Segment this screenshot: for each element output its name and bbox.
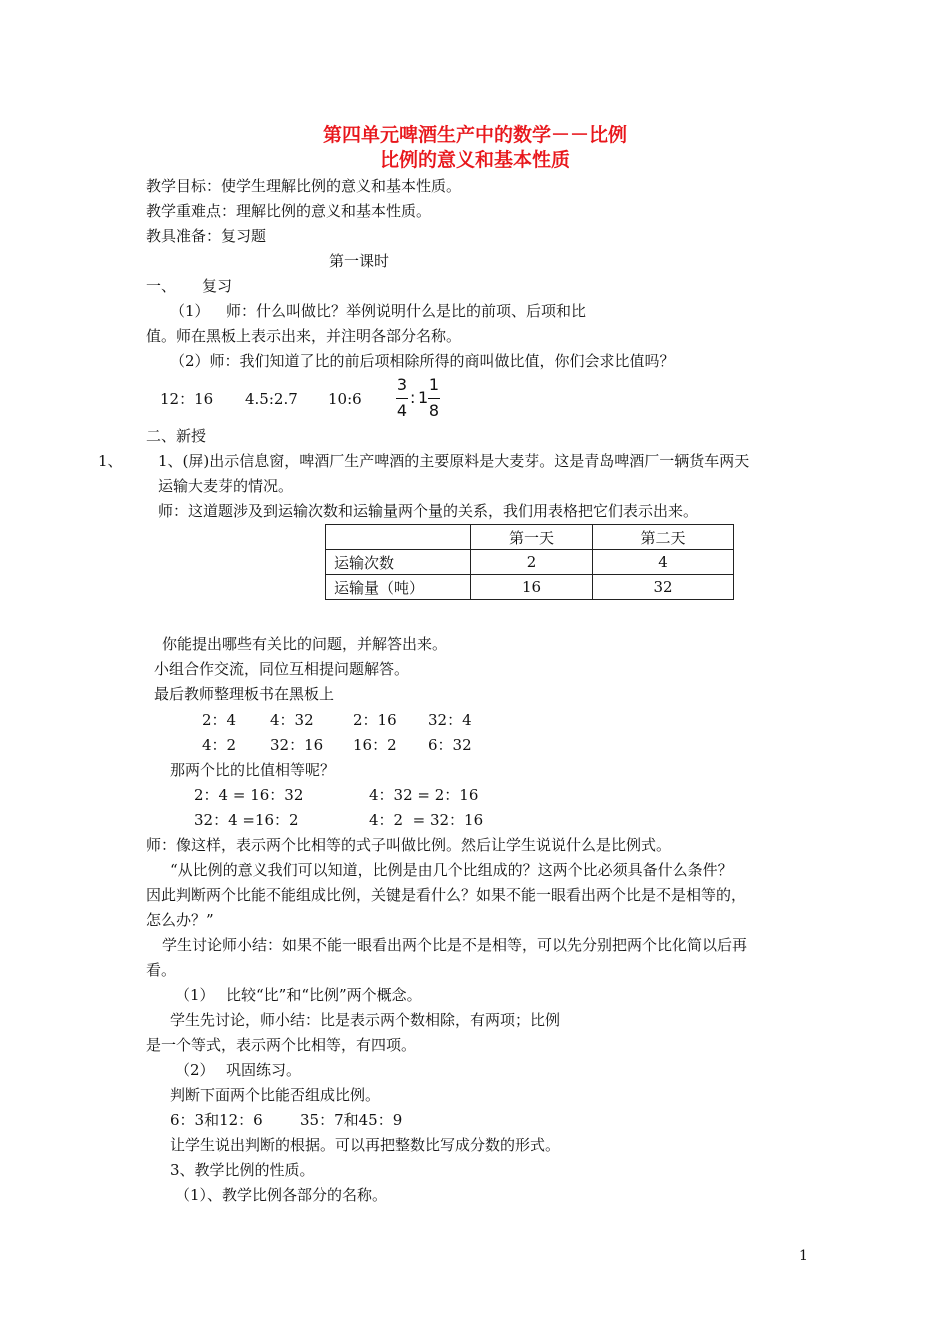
board-ratio: 2：4 <box>202 711 237 729</box>
ratio-example-3: 10:6 <box>328 390 362 408</box>
compare-line1: 学生先讨论，师小结：比是表示两个数相除，有两项；比例 <box>170 1011 561 1029</box>
property-heading: 3、教学比例的性质。 <box>170 1161 315 1179</box>
property-sub: （1）、教学比例各部分的名称。 <box>175 1186 388 1204</box>
table-header-row <box>326 525 734 550</box>
proportion-3: 32：4 =16：2 <box>194 811 299 829</box>
teaching-prep: 教具准备：复习题 <box>146 227 267 245</box>
board-ratio: 4：2 <box>202 736 237 754</box>
table-header-cell <box>326 525 471 550</box>
review-heading: 复习 <box>202 277 233 295</box>
lesson-label: 第一课时 <box>329 252 390 270</box>
fraction-numerator-1: 3 <box>396 375 408 394</box>
table-cell: 4 <box>593 550 734 575</box>
table-cell: 运输次数 <box>326 550 471 575</box>
question-prompt: 你能提出哪些有关比的问题，并解答出来。 <box>162 635 448 653</box>
review-q1-line1: 师：什么叫做比？举例说明什么是比的前项、后项和比 <box>226 302 587 320</box>
quote-line1: “从比例的意义我们可以知道，比例是由几个比组成的？这两个比必须具备什么条件？ <box>170 861 733 879</box>
proportion-4: 4：2 = 32：16 <box>369 811 484 829</box>
board-ratio: 4：32 <box>270 711 314 729</box>
transport-table <box>325 524 734 600</box>
table-cell: 运输量（吨） <box>326 575 471 600</box>
fraction-denominator-2: 8 <box>428 401 440 420</box>
fraction-whole: 1 <box>418 388 429 407</box>
mixed-fraction-ratio <box>396 375 452 425</box>
table-cell: 16 <box>471 575 593 600</box>
equal-question: 那两个比的比值相等呢？ <box>170 761 336 779</box>
fraction-denominator-1: 4 <box>396 401 408 420</box>
new-lesson-heading: 二、新授 <box>146 427 207 445</box>
board-ratio: 2：16 <box>353 711 397 729</box>
table-header-cell: 第二天 <box>593 525 734 550</box>
document-title: 第四单元啤酒生产中的数学－－比例 <box>322 124 627 146</box>
review-q1-num: （1） <box>170 302 210 320</box>
review-q1-line2: 值。师在黑板上表示出来，并注明各部分名称。 <box>146 327 462 345</box>
fraction-colon: : <box>410 388 416 407</box>
board-ratio: 6：32 <box>428 736 472 754</box>
problem-line2: 运输大麦芽的情况。 <box>158 477 294 495</box>
proportion-1: 2：4 = 16：32 <box>194 786 304 804</box>
board-ratio: 32：16 <box>270 736 324 754</box>
quote-line2: 因此判断两个比能不能组成比例，关键是看什么？如果不能一眼看出两个比是不是相等的， <box>146 886 747 904</box>
practice-item-2: 35：7和45：9 <box>300 1111 403 1129</box>
fraction-numerator-2: 1 <box>428 375 440 394</box>
summary-line2: 看。 <box>146 961 177 979</box>
fraction-bar-2 <box>428 398 440 399</box>
summary-line1: 学生讨论师小结：如果不能一眼看出两个比是不是相等，可以先分别把两个比化简以后再 <box>162 936 748 954</box>
table-cell: 2 <box>471 550 593 575</box>
compare-title: 比较“比”和“比例”两个概念。 <box>226 986 422 1004</box>
compare-line2: 是一个等式，表示两个比相等，有四项。 <box>146 1036 417 1054</box>
practice-reason: 让学生说出判断的根据。可以再把整数比写成分数的形式。 <box>170 1136 561 1154</box>
page-number: 1 <box>799 1248 808 1264</box>
ratio-example-2: 4.5:2.7 <box>245 390 298 408</box>
practice-num: （2） <box>175 1061 215 1079</box>
proportion-definition: 师：像这样，表示两个比相等的式子叫做比例。然后让学生说说什么是比例式。 <box>146 836 672 854</box>
document-subtitle: 比例的意义和基本性质 <box>379 149 570 171</box>
board-ratio: 32：4 <box>428 711 472 729</box>
proportion-2: 4：32 = 2：16 <box>369 786 479 804</box>
practice-judge: 判断下面两个比能否组成比例。 <box>170 1086 381 1104</box>
teaching-goal: 教学目标：使学生理解比例的意义和基本性质。 <box>146 177 462 195</box>
practice-title: 巩固练习。 <box>226 1061 302 1079</box>
ratio-example-1: 12：16 <box>160 390 214 408</box>
review-q2: （2）师：我们知道了比的前后项相除所得的商叫做比值，你们会求比值吗？ <box>170 352 675 370</box>
review-heading-num: 一、 <box>146 277 177 295</box>
table-row <box>326 550 734 575</box>
table-cell: 32 <box>593 575 734 600</box>
teacher-table-intro: 师：这道题涉及到运输次数和运输量两个量的关系，我们用表格把它们表示出来。 <box>158 502 699 520</box>
table-header-cell: 第一天 <box>471 525 593 550</box>
problem-line1: 1、(屏)出示信息窗，啤酒厂生产啤酒的主要原料是大麦芽。这是青岛啤酒厂一辆货车两天 <box>158 452 750 470</box>
board-note: 最后教师整理板书在黑板上 <box>154 685 335 703</box>
group-work: 小组合作交流，同位互相提问题解答。 <box>154 660 410 678</box>
practice-item-1: 6：3和12：6 <box>170 1111 263 1129</box>
list-marker: 1、 <box>98 452 123 470</box>
teaching-focus: 教学重难点：理解比例的意义和基本性质。 <box>146 202 432 220</box>
quote-line3: 怎么办？” <box>146 911 214 929</box>
compare-num: （1） <box>175 986 215 1004</box>
fraction-bar-1 <box>396 398 408 399</box>
table-row <box>326 575 734 600</box>
board-ratio: 16：2 <box>353 736 397 754</box>
